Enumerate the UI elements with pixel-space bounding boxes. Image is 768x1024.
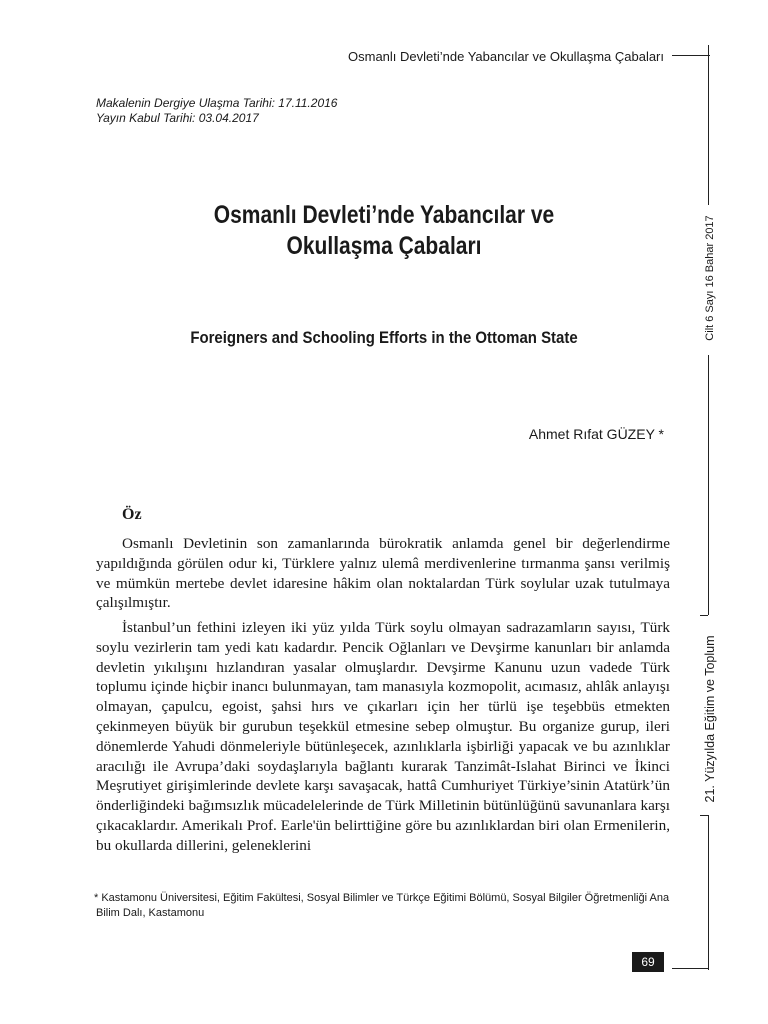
abstract-heading: Öz — [122, 506, 142, 523]
received-date: Makalenin Dergiye Ulaşma Tarihi: 17.11.2016 — [96, 96, 338, 110]
accepted-date: Yayın Kabul Tarihi: 03.04.2017 — [96, 111, 259, 125]
sidebar-journal: 21. Yüzyılda Eğitim ve Toplum — [703, 635, 717, 803]
article-title — [142, 200, 626, 262]
paragraph-text: Osmanlı Devletinin son zamanlarında bürokratik anlamda genel bir değerlendirme yapıldığında görülen odur ki, Türklere yalnız ulemâ merdivenlerine tırmanma şansı verilmiş ve mümkün mertebe devlet idaresine hâkim olan noktalardan Türk soylular uzak tutulmaya çalışılmıştır. — [96, 535, 670, 612]
margin-rule-top — [708, 45, 709, 205]
margin-rule-mid — [708, 355, 709, 615]
abstract-paragraph-2 — [96, 618, 670, 856]
page-number: 69 — [632, 952, 664, 972]
title-line-2: Okullaşma Çabaları — [286, 232, 482, 260]
paragraph-text: İstanbul’un fethini izleyen iki yüz yılda Türk soylu olmayan sadrazamların sayısı, Türk soylu vezirlerin tam yedi katı kadardır. Pencik Oğlanları ve Devşirme kanunları bir anlamda devletin yıkılışını hızlandıran yasalar olmuşlardır. Devşirme Kanunu uzun vadede Türk toplumu içinde hiçbir inancı bulunmayan, tam manasıyla kozmopolit, acımasız, ahlâk anlayışı olmayan, çapulcu, egoist, şahsi hırs ve çıkarları için her türlü işe teşebbüs etmekten çekinmeyen büyük bir gurubun teşekkül etmesine sebep olmuştur. Bu organize gurup, ileri dönemlerde Yahudi dönmeleriyle bütünleşecek, azınlıklarla işbirliği yapacak ve bu azınlıklar aracılığı ile Avrupa’daki soydaşlarıyla bağlantı kurarak Tanzimât-Islahat Birinci ve İkinci Meşrutiyet girişimlerinde devlete karşı savaşacak, hattâ Cumhuriyet Türkiye’sinin Atatürk’ün önderliğindeki bağımsızlık mücadelelerinde de Türk Milletinin bütünlüğünü savunanlara karşı çıkacaklardır. Amerikalı Prof. Earle'ün belirttiğine göre bu azınlıklardan biri olan Ermenilerin, bu okullarda dillerini, geleneklerini — [96, 619, 670, 854]
article-subtitle: Foreigners and Schooling Efforts in the Ottoman State — [190, 328, 578, 347]
margin-tick-mid — [700, 615, 708, 616]
footnote: * Kastamonu Üniversitesi, Eğitim Fakültesi, Sosyal Bilimler ve Türkçe Eğitimi Bölümü, Sosyal Bilgiler Öğretmenliği Ana Bilim Dalı, Kastamonu — [94, 892, 670, 919]
abstract-paragraph-1 — [96, 534, 670, 613]
sidebar-volume: Cilt 6 Sayı 16 Bahar 2017 — [704, 215, 716, 341]
running-header: Osmanlı Devleti’nde Yabancılar ve Okullaşma Çabaları — [348, 49, 664, 64]
margin-rule-bottom — [708, 815, 709, 970]
article-dates — [96, 96, 337, 126]
author: Ahmet Rıfat GÜZEY * — [528, 426, 664, 442]
header-rule — [672, 55, 710, 56]
title-line-1: Osmanlı Devleti’nde Yabancılar ve — [213, 201, 555, 229]
margin-rule-end — [672, 968, 708, 969]
